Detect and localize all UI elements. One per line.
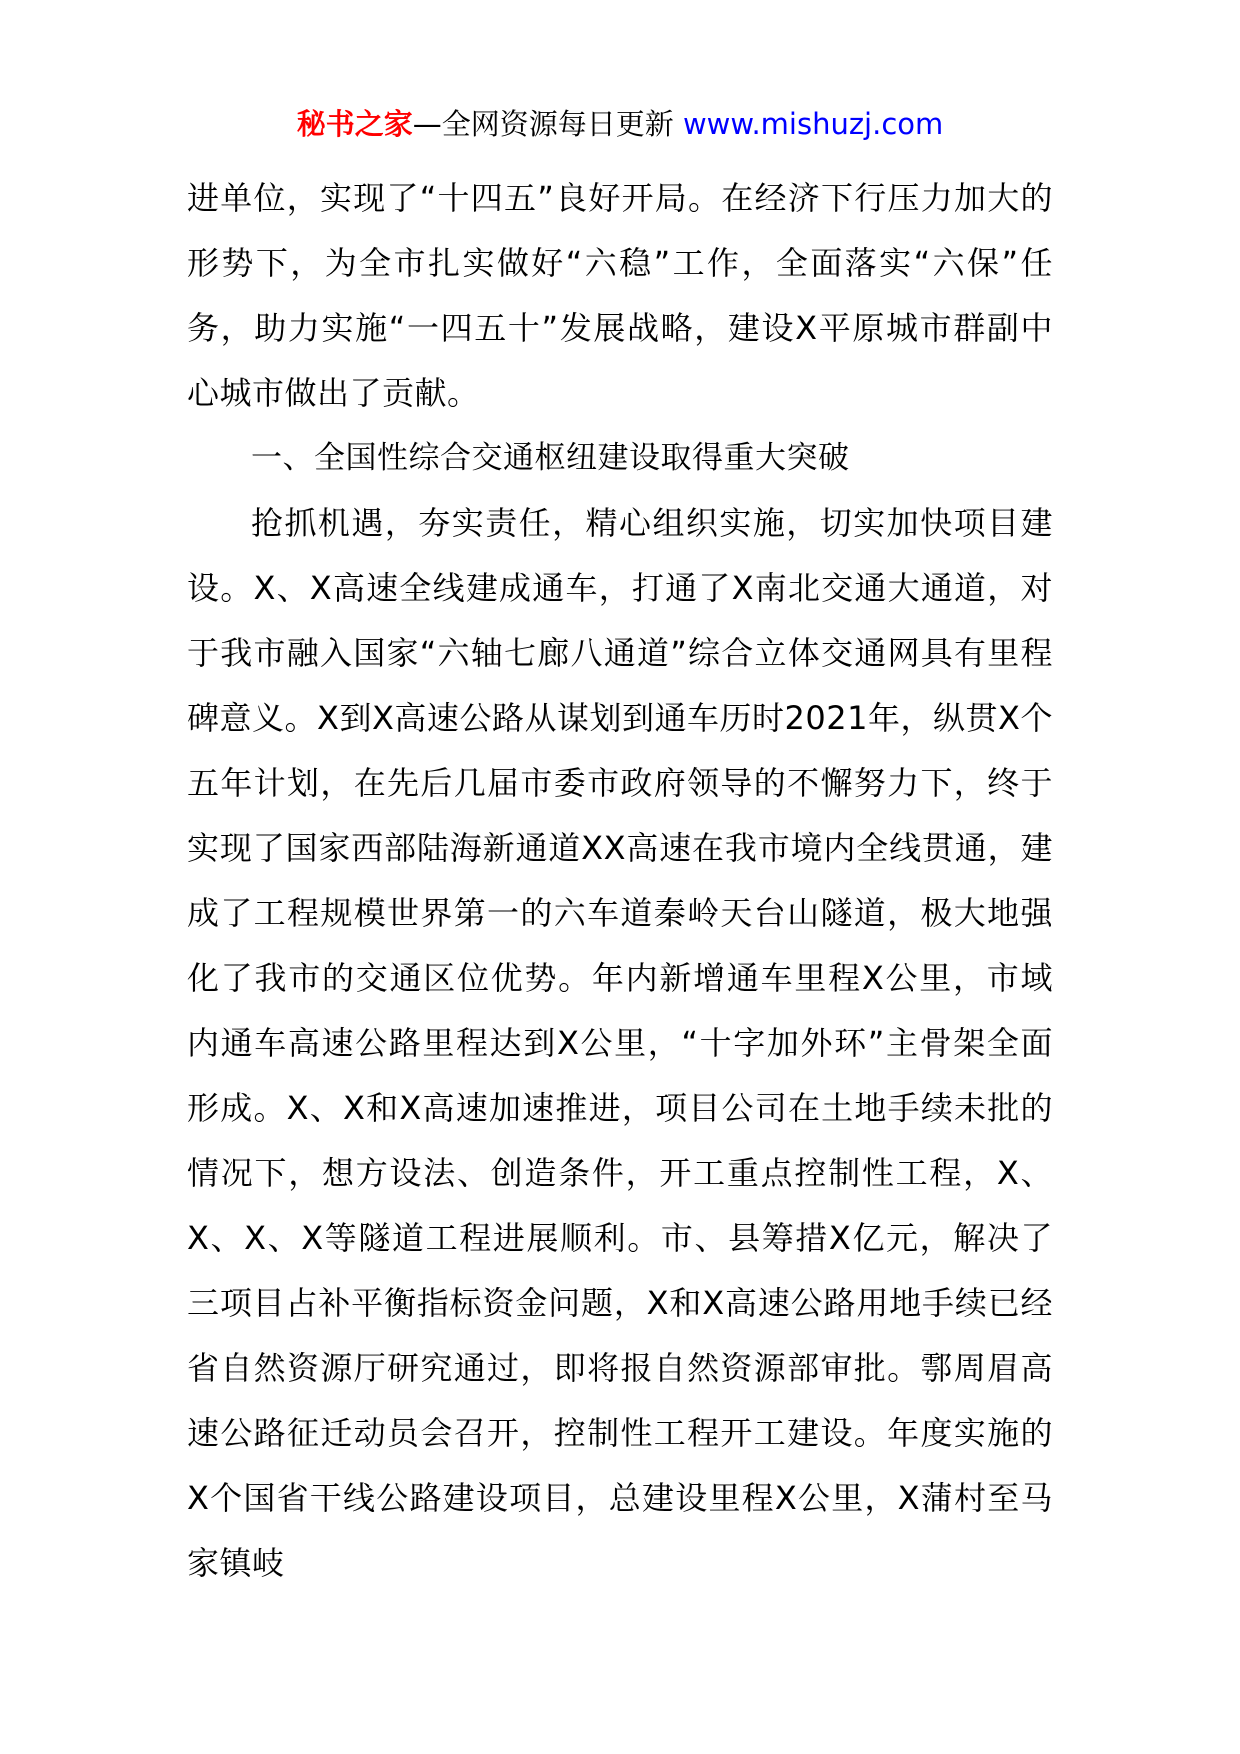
paragraph-continued: 进单位，实现了“十四五”良好开局。在经济下行压力加大的形势下，为全市扎实做好“六稳”工作，全面落实“六保”任务，助力实施“一四五十”发展战略，建设X平原城市群副中心城市做出了贡献。	[187, 179, 1053, 412]
site-url-link[interactable]: www.mishuzj.com	[682, 107, 944, 141]
section-heading: 一、全国性综合交通枢纽建设取得重大突破	[251, 440, 850, 476]
site-tagline: —全网资源每日更新	[412, 107, 683, 141]
document-body	[187, 166, 1053, 1596]
paragraph-body: 抢抓机遇，夯实责任，精心组织实施，切实加快项目建设。X、X高速全线建成通车，打通了X南北交通大通道，对于我市融入国家“六轴七廊八通道”综合立体交通网具有里程碑意义。X到X高速公路从谋划到通车历时2021年，纵贯X个五年计划，在先后几届市委市政府领导的不懈努力下，终于实现了国家西部陆海新通道XX高速在我市境内全线贯通，建成了工程规模世界第一的六车道秦岭天台山隧道，极大地强化了我市的交通区位优势。年内新增通车里程X公里，市域内通车高速公路里程达到X公里，“十字加外环”主骨架全面形成。X、X和X高速加速推进，项目公司在土地手续未批的情况下，想方设法、创造条件，开工重点控制性工程，X、X、X、X等隧道工程进展顺利。市、县筹措X亿元，解决了三项目占补平衡指标资金问题，X和X高速公路用地手续已经省自然资源厅研究通过，即将报自然资源部审批。鄠周眉高速公路征迁动员会召开，控制性工程开工建设。年度实施的X个国省干线公路建设项目，总建设里程X公里，X蒲村至马家镇岐	[187, 504, 1053, 1582]
site-banner	[0, 104, 1240, 144]
site-brand-name: 秘书之家	[296, 107, 413, 141]
